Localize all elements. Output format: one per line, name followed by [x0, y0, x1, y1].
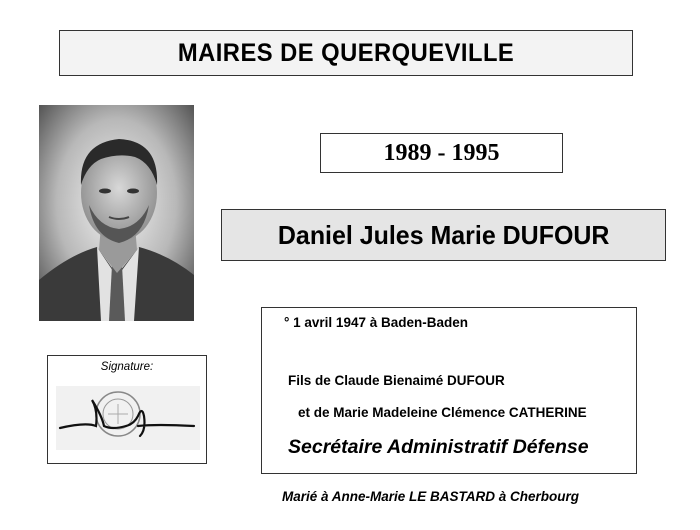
- title-banner: [59, 30, 633, 76]
- mother-info: et de Marie Madeleine Clémence CATHERINE: [298, 405, 587, 420]
- signature-label: Signature:: [100, 361, 154, 373]
- father-info: Fils de Claude Bienaimé DUFOUR: [288, 373, 505, 388]
- signature-image: [56, 386, 200, 450]
- portrait-image: [39, 105, 194, 321]
- biography-box: [261, 307, 637, 474]
- signature-box: [47, 355, 207, 464]
- mayor-portrait: [39, 105, 194, 321]
- page-title: MAIRES DE QUERQUEVILLE: [177, 38, 515, 67]
- term-years-box: [320, 133, 563, 173]
- birth-info: ° 1 avril 1947 à Baden-Baden: [284, 315, 468, 330]
- marriage-info: Marié à Anne-Marie LE BASTARD à Cherbourg: [282, 489, 580, 504]
- mayor-name-box: [221, 209, 666, 261]
- term-years: 1989 - 1995: [383, 139, 500, 166]
- profession: Secrétaire Administratif Défense: [288, 436, 589, 458]
- mayor-name: Daniel Jules Marie DUFOUR: [277, 219, 610, 250]
